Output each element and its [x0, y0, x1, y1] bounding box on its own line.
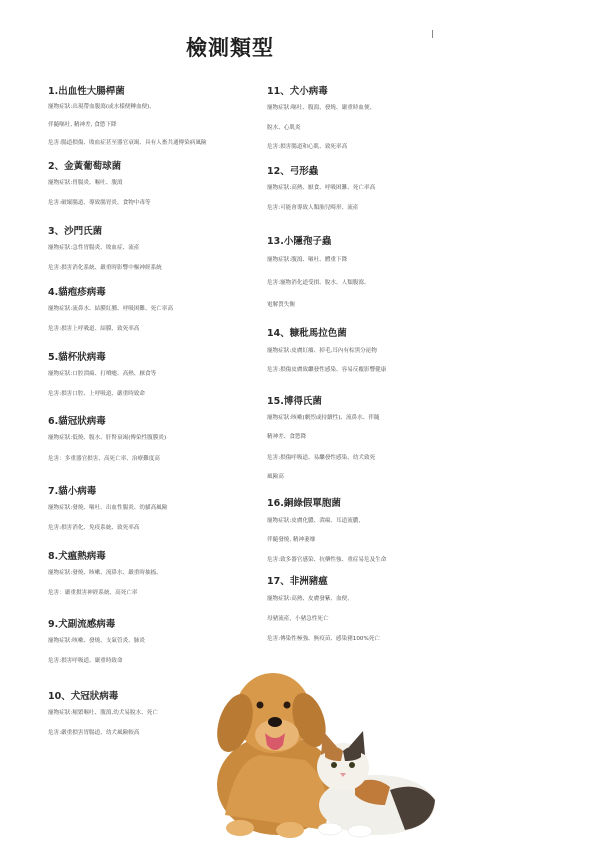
- hazard-line: 風險高: [267, 474, 284, 480]
- symptom-line: 母豬流產，小豬急性死亡: [267, 616, 329, 622]
- item-title: 11、犬小病毒: [267, 86, 328, 97]
- dog: [211, 673, 337, 838]
- hazard-line: 危害:損害腸道和心肌、致死率高: [267, 144, 348, 150]
- hazard-line: 危害:傳染性極強、無疫苗、感染豬100%死亡: [267, 636, 380, 642]
- hazard-line: 危害:嚴重損害胃腸道、幼犬風險較高: [48, 730, 140, 736]
- symptom-line: 寵物症狀:流鼻水、結膜紅腫、呼吸困難、死亡率高: [48, 306, 173, 312]
- test-item: [48, 619, 253, 664]
- symptom-line: 寵物症狀:出現帶血腹瀉(或水樣便轉血便)、: [48, 104, 155, 110]
- item-title: 4.貓疱疹病毒: [48, 287, 106, 298]
- hazard-line: 危害:損害消化、免疫系統、致死率高: [48, 525, 140, 531]
- test-item: [48, 161, 253, 206]
- hazard-line: 危害:損傷皮膚致繼發性感染、容易反覆影響健康: [267, 367, 387, 373]
- test-item: [267, 86, 442, 150]
- item-title: 13.小隱孢子蟲: [267, 236, 332, 247]
- test-item: [267, 236, 442, 308]
- test-item: [48, 86, 253, 146]
- item-title: 12、弓形蟲: [267, 166, 319, 177]
- item-title: 10、犬冠狀病毒: [48, 691, 119, 702]
- page-title: 檢測類型: [186, 36, 274, 60]
- symptom-line: 寵物症狀:皮膚紅癢、掉毛,耳內有棕黑分泌物: [267, 348, 377, 354]
- symptom-line: 寵物症狀:咳嗽(劇烈或持續性)、流鼻水、伴隨: [267, 415, 380, 421]
- item-title: 17、非洲豬瘟: [267, 576, 328, 587]
- hazard-line: 危害：多重器官損害、高死亡率、治療難度高: [48, 456, 160, 462]
- symptom-line: 寵物症狀:皮膚化膿、潰瘍、耳道流膿,: [267, 518, 361, 524]
- item-title: 9.犬副流感病毒: [48, 619, 116, 630]
- item-title: 8.犬瘟熱病毒: [48, 551, 106, 562]
- test-item: [267, 328, 442, 373]
- hazard-line: 危害:寵物消化道受損、脫水、人類腹瀉、: [267, 280, 370, 286]
- symptom-line: 伴隨嘔吐, 精神差, 食慾下降: [48, 122, 117, 128]
- test-item: [48, 287, 253, 332]
- symptom-line: 寵物症狀:高熱、皮膚發紫、血便、: [267, 596, 353, 602]
- hazard-line: 危害:損害消化系統、嚴重時影響中樞神經系統: [48, 265, 162, 271]
- item-title: 2、金黃葡萄球菌: [48, 161, 122, 172]
- edge-mark: [432, 30, 433, 38]
- item-title: 6.貓冠狀病毒: [48, 416, 106, 427]
- hazard-line: 電解質失衡: [267, 302, 295, 308]
- symptom-line: 寵物症狀:發燒、咳嗽、流鼻水、嚴重時抽搐、: [48, 570, 162, 576]
- item-title: 16.銅綠假單胞菌: [267, 498, 341, 509]
- test-item: [267, 396, 442, 480]
- item-title: 3、沙門氏菌: [48, 226, 103, 237]
- symptom-line: 寵物症狀:低燒、腹水、肝腎衰竭(傳染性腹膜炎): [48, 435, 167, 441]
- test-item: [48, 551, 253, 596]
- hazard-line: 危害:損傷呼吸道、易繼發性感染、幼犬致死: [267, 455, 376, 461]
- symptom-line: 寵物症狀:咳嗽、發燒、支氣管炎、肺炎: [48, 638, 145, 644]
- test-item: [48, 486, 253, 531]
- item-title: 5.貓杯狀病毒: [48, 352, 106, 363]
- symptom-line: 寵物症狀:口腔潰瘍、打噴嚏、高熱、厭食等: [48, 371, 157, 377]
- test-item: [267, 576, 442, 642]
- symptom-line: 精神差、食慾降: [267, 434, 307, 440]
- cat: [317, 731, 435, 837]
- symptom-line: 寵物症狀:嘔吐、腹瀉、發燒、嚴重時血便、: [267, 105, 376, 111]
- hazard-line: 危害:破壞腸道、導致腸胃炎、食物中毒等: [48, 200, 151, 206]
- dog-and-cat-photo: [205, 665, 440, 840]
- test-item: [48, 352, 253, 397]
- symptom-line: 寵物症狀:發燒、嘔吐、出血性腸炎、幼貓高風險: [48, 505, 168, 511]
- hazard-line: 危害:致多器官感染、抗藥性強、重症易危及生命: [267, 557, 387, 563]
- item-title: 15.博得氏菌: [267, 396, 322, 407]
- hazard-line: 危害:損害口腔、上呼吸道、嚴重時致命: [48, 391, 145, 397]
- symptom-line: 寵物症狀:頻繁嘔吐、腹瀉,幼犬易脫水、死亡: [48, 710, 158, 716]
- test-item: [267, 498, 442, 563]
- test-item: [48, 226, 253, 271]
- test-item: [267, 166, 442, 211]
- symptom-line: 寵物症狀:腹瀉、嘔吐、體重下降: [267, 257, 348, 263]
- item-title: 14、糠秕馬拉色菌: [267, 328, 347, 339]
- hazard-line: 危害:腸道損傷、敗血症甚至器官衰竭、具有人畜共通傳染病風險: [48, 140, 207, 146]
- symptom-line: 寵物症狀:急性胃腸炎、敗血症、流產: [48, 245, 140, 251]
- symptom-line: 伴隨發燒, 精神萎靡: [267, 537, 316, 543]
- symptom-line: 寵物症狀:高熱、厭食、呼吸困難、死亡率高: [267, 185, 376, 191]
- test-item: [48, 416, 253, 462]
- symptom-line: 脫水、心肌炎: [267, 125, 301, 131]
- item-title: 1.出血性大腸桿菌: [48, 86, 125, 97]
- hazard-line: 危害：嚴重損害神經系統、高死亡率: [48, 590, 138, 596]
- hazard-line: 危害:可能會導致人類胎兒畸形、流產: [267, 205, 359, 211]
- hazard-line: 危害:損害上呼吸道、結膜、致死率高: [48, 326, 140, 332]
- item-title: 7.貓小病毒: [48, 486, 97, 497]
- hazard-line: 危害:損害呼吸道、嚴重時致命: [48, 658, 123, 664]
- symptom-line: 寵物症狀:胃腸炎、嘔吐、腹瀉: [48, 180, 123, 186]
